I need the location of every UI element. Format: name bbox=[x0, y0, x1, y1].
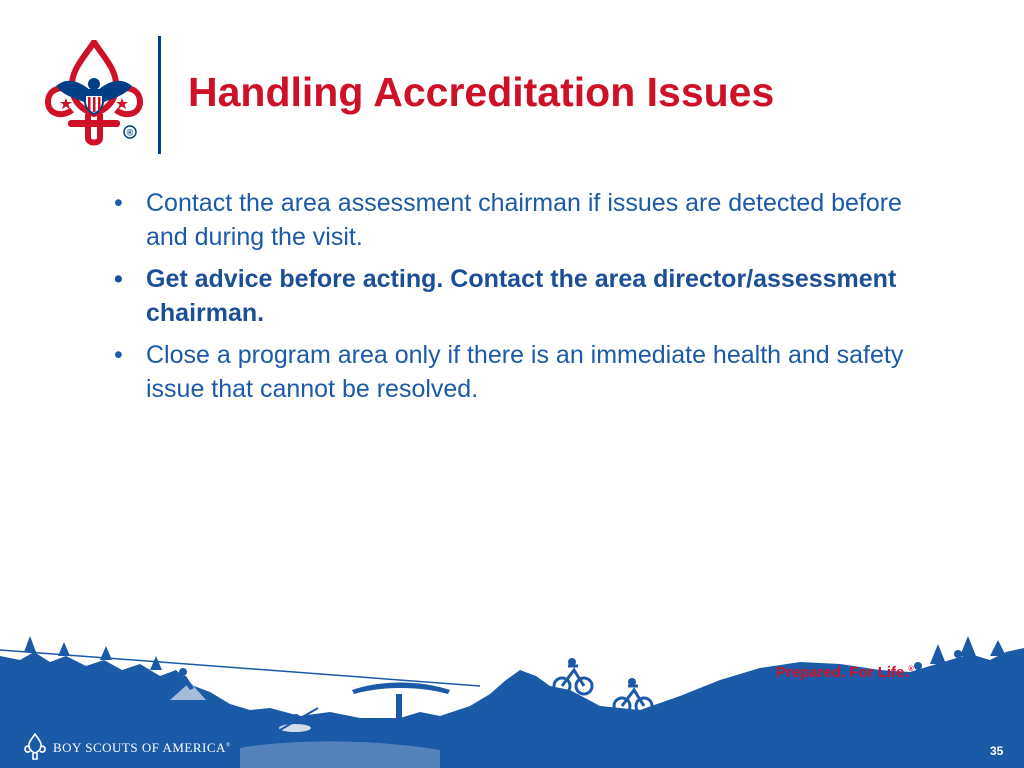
logo-registered-mark: ® bbox=[126, 127, 134, 138]
bsa-small-emblem-icon bbox=[24, 733, 46, 761]
slide-title: Handling Accreditation Issues bbox=[188, 69, 775, 115]
bullet-item-3: • Close a program area only if there is an immediate health and safety issue that cannot be resolved. bbox=[110, 338, 940, 406]
organization-registered-mark: ® bbox=[225, 742, 231, 749]
bullet-item-1: • Contact the area assessment chairman if issues are detected before and during the visit. bbox=[110, 186, 940, 254]
organization-name bbox=[53, 740, 231, 756]
tagline-registered-mark: ® bbox=[908, 666, 914, 673]
bsa-logo-icon bbox=[44, 40, 144, 152]
bullet-list bbox=[110, 186, 940, 414]
bullet-item-2: • Get advice before acting. Contact the area director/assessment chairman. bbox=[110, 262, 940, 330]
title-divider bbox=[158, 36, 161, 154]
organization-name-text: BOY SCOUTS OF AMERICA bbox=[53, 740, 226, 755]
tagline bbox=[776, 664, 914, 681]
tagline-text: Prepared. For Life. bbox=[776, 664, 909, 681]
page-number: 35 bbox=[990, 744, 1004, 758]
